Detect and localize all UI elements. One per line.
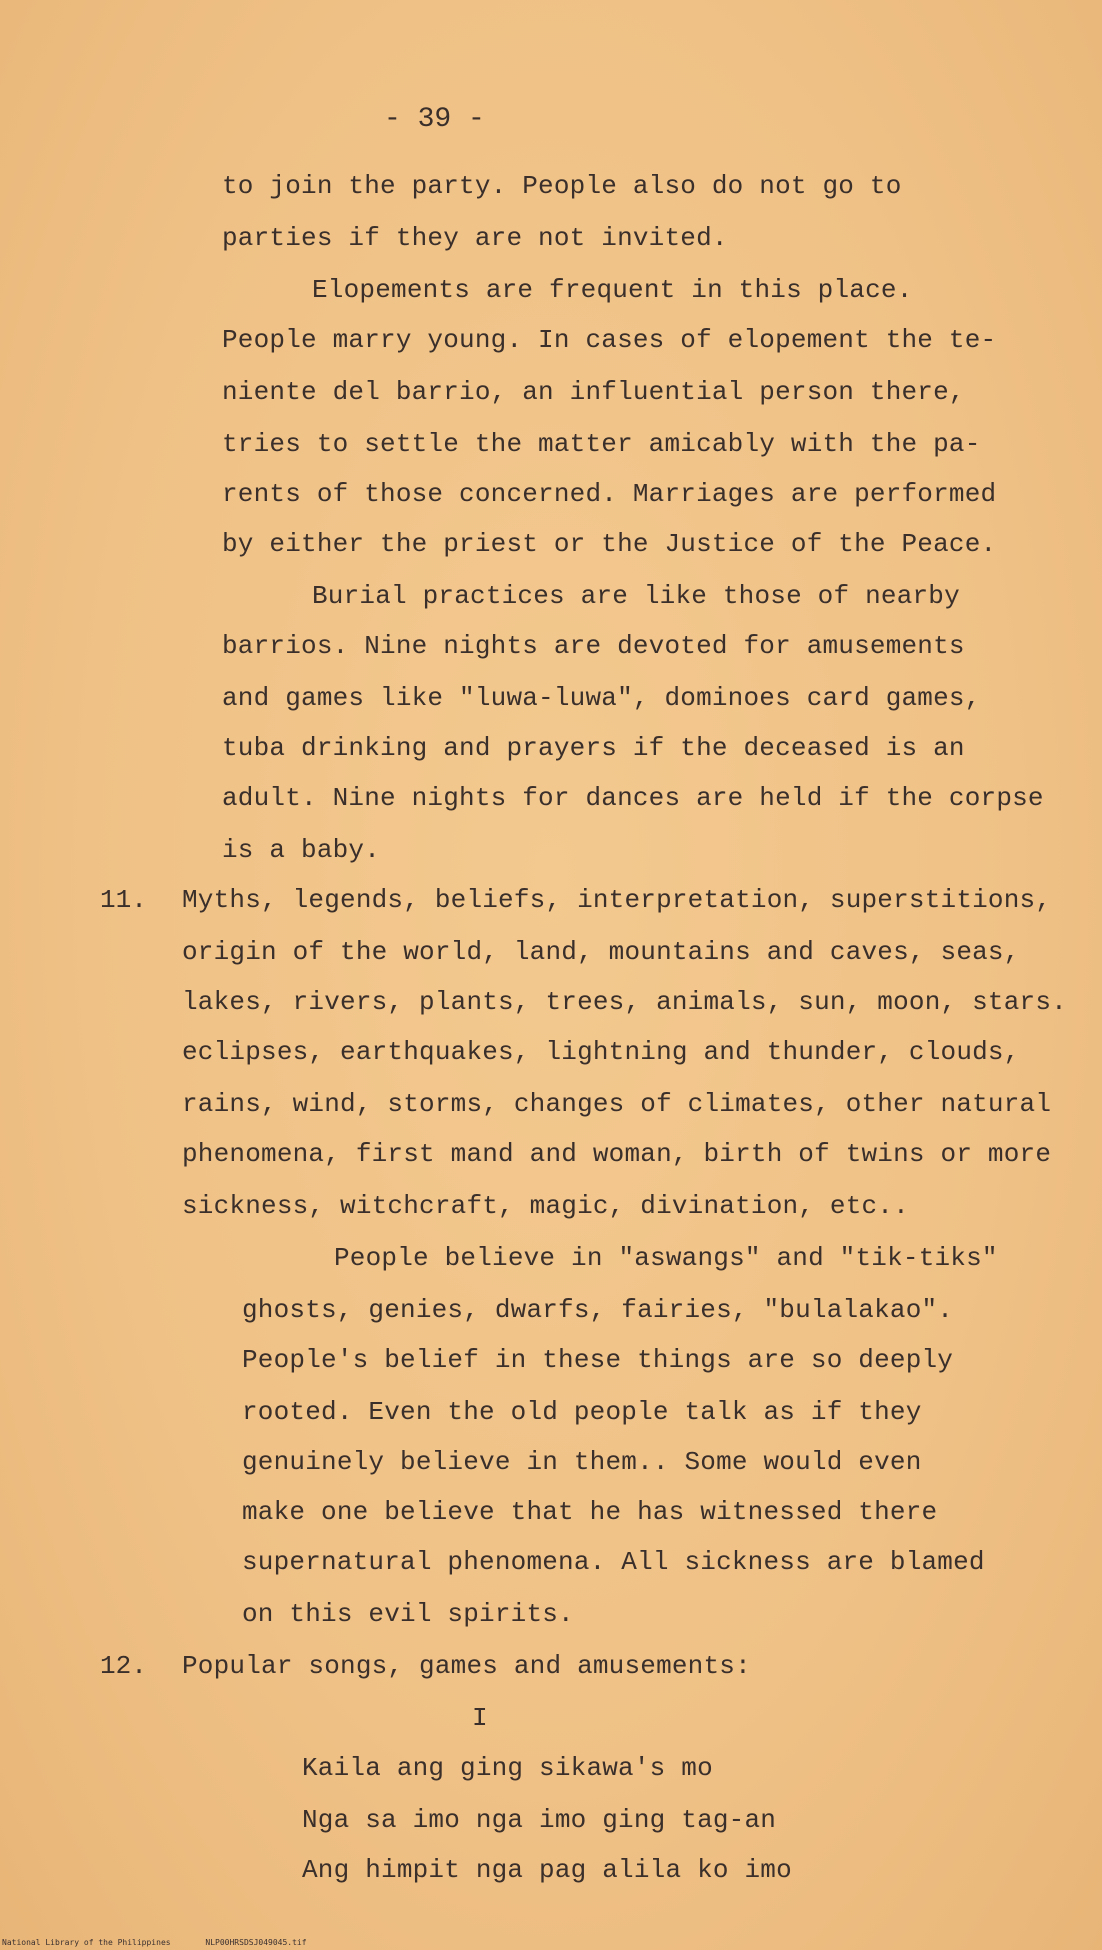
song-number: I (472, 1703, 488, 1733)
item-heading-line: sickness, witchcraft, magic, divination, etc.. (182, 1191, 909, 1221)
text-line: People marry young. In cases of elopement the te- (222, 325, 997, 355)
item-number-11: 11. (100, 885, 147, 915)
item-heading-line: lakes, rivers, plants, trees, animals, sun, moon, stars. (182, 987, 1067, 1017)
text-line: Elopements are frequent in this place. (312, 275, 913, 305)
song-line: Kaila ang ging sikawa's mo (302, 1753, 713, 1783)
page-number: - 39 - (384, 104, 485, 135)
text-line: and games like "luwa-luwa", dominoes card games, (222, 683, 981, 713)
footer-library: National Library of the Philippines (2, 1938, 171, 1947)
text-line: to join the party. People also do not go to (222, 171, 902, 201)
text-line: Burial practices are like those of nearby (312, 581, 960, 611)
song-line: Ang himpit nga pag alila ko imo (302, 1855, 792, 1885)
text-line: niente del barrio, an influential person there, (222, 377, 965, 407)
text-line: supernatural phenomena. All sickness are blamed (242, 1547, 985, 1577)
item-number-12: 12. (100, 1651, 147, 1681)
text-line: barrios. Nine nights are devoted for amusements (222, 631, 965, 661)
scan-footer (2, 1938, 337, 1948)
text-line: by either the priest or the Justice of the Peace. (222, 529, 997, 559)
footer-file: NLP00HRSDSJ049045.tif (205, 1938, 307, 1947)
text-line: rooted. Even the old people talk as if they (242, 1397, 922, 1427)
item-heading-line: origin of the world, land, mountains and caves, seas, (182, 937, 1020, 967)
item-heading-line: rains, wind, storms, changes of climates, other natural (182, 1089, 1052, 1119)
text-line: make one believe that he has witnessed there (242, 1497, 938, 1527)
item-heading-line: Myths, legends, beliefs, interpretation, superstitions, (182, 885, 1052, 915)
text-line: ghosts, genies, dwarfs, fairies, "bulalakao". (242, 1295, 954, 1325)
text-line: parties if they are not invited. (222, 223, 728, 253)
item-heading-line: phenomena, first mand and woman, birth of twins or more (182, 1139, 1052, 1169)
text-line: adult. Nine nights for dances are held if the corpse (222, 783, 1044, 813)
text-line: tuba drinking and prayers if the deceased is an (222, 733, 965, 763)
text-line: is a baby. (222, 835, 381, 865)
song-line: Nga sa imo nga imo ging tag-an (302, 1805, 777, 1835)
text-line: on this evil spirits. (242, 1599, 574, 1629)
item-heading-line: eclipses, earthquakes, lightning and thunder, clouds, (182, 1037, 1020, 1067)
text-line: rents of those concerned. Marriages are performed (222, 479, 997, 509)
text-line: People believe in "aswangs" and "tik-tiks" (334, 1243, 998, 1273)
text-line: tries to settle the matter amicably with the pa- (222, 429, 981, 459)
text-line: genuinely believe in them.. Some would even (242, 1447, 922, 1477)
text-line: People's belief in these things are so deeply (242, 1345, 954, 1375)
item-heading-line: Popular songs, games and amusements: (182, 1651, 751, 1681)
